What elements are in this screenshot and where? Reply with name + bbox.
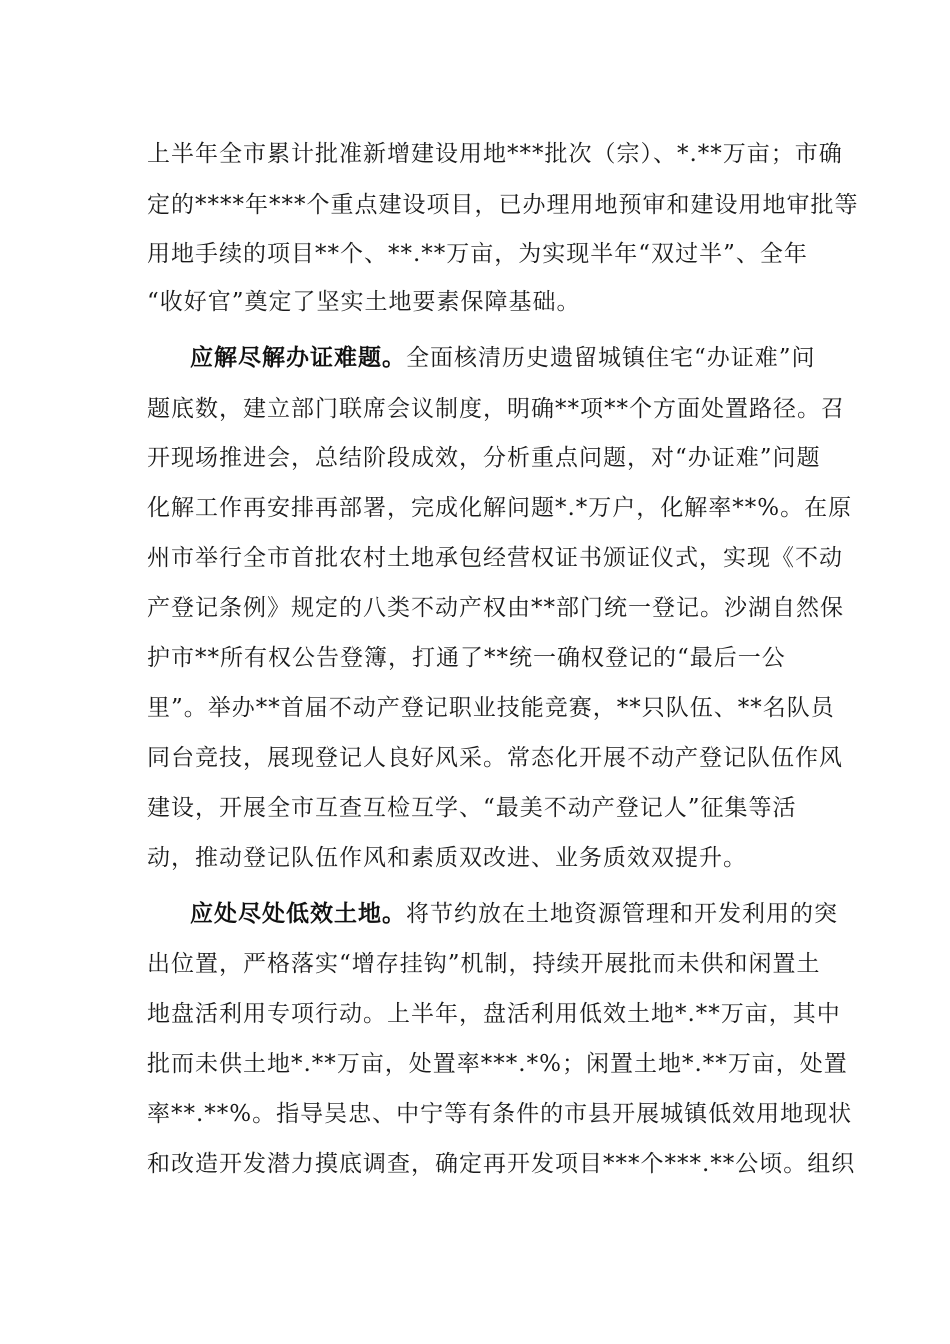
p3-line-6: 和改造开发潜力摸底调查，确定再开发项目***个***.**公顷。组织 bbox=[147, 1151, 856, 1177]
p2-line-5: 州市举行全市首批农村土地承包经营权证书颁证仪式，实现《不动 bbox=[147, 545, 843, 571]
p2-line-9: 同台竞技，展现登记人良好风采。常态化开展不动产登记队伍作风 bbox=[147, 745, 843, 771]
p3-line-1 bbox=[190, 894, 838, 934]
p2-line-4: 化解工作再安排再部署，完成化解问题*.*万户，化解率**%。在原 bbox=[147, 495, 853, 521]
p3-lead-heading: 应处尽处低效土地。 bbox=[190, 900, 406, 927]
p2-line-3: 开现场推进会，总结阶段成效，分析重点问题，对“办证难”问题 bbox=[147, 445, 821, 471]
p2-line-11: 动，推动登记队伍作风和素质双改进、业务质效双提升。 bbox=[147, 845, 747, 871]
p3-line-4: 批而未供土地*.**万亩，处置率***.*%；闲置土地*.**万亩，处置 bbox=[147, 1051, 848, 1077]
p1-line-3: 用地手续的项目**个、**.**万亩，为实现半年“双过半”、全年 bbox=[147, 241, 808, 267]
p2-line-2: 题底数，建立部门联席会议制度，明确**项**个方面处置路径。召 bbox=[147, 396, 845, 422]
p2-lead-heading: 应解尽解办证难题。 bbox=[190, 344, 406, 371]
p2-line-6: 产登记条例》规定的八类不动产权由**部门统一登记。沙湖自然保 bbox=[147, 595, 844, 621]
p2-line-10: 建设，开展全市互查互检互学、“最美不动产登记人”征集等活 bbox=[147, 795, 797, 821]
p1-line-1: 上半年全市累计批准新增建设用地***批次（宗）、*.**万亩；市确 bbox=[147, 141, 843, 167]
p3-line-3: 地盘活利用专项行动。上半年，盘活利用低效土地*.**万亩，其中 bbox=[147, 1001, 841, 1027]
p1-line-4: “收好官”奠定了坚实土地要素保障基础。 bbox=[147, 289, 581, 315]
p2-line-8: 里”。举办**首届不动产登记职业技能竞赛，**只队伍、**名队员 bbox=[147, 695, 835, 721]
p3-line-1-rest: 将节约放在土地资源管理和开发利用的突 bbox=[406, 901, 838, 927]
p2-line-7: 护市**所有权公告登簿，打通了**统一确权登记的“最后一公 bbox=[147, 645, 786, 671]
p1-line-2: 定的****年***个重点建设项目，已办理用地预审和建设用地审批等 bbox=[147, 192, 859, 218]
p3-line-2: 出位置，严格落实“增存挂钩”机制，持续开展批而未供和闲置土 bbox=[147, 951, 821, 977]
p2-line-1-rest: 全面核清历史遗留城镇住宅“办证难”问 bbox=[406, 345, 816, 371]
p3-line-5: 率**.**%。指导吴忠、中宁等有条件的市县开展城镇低效用地现状 bbox=[147, 1101, 853, 1127]
p2-line-1 bbox=[190, 338, 816, 378]
